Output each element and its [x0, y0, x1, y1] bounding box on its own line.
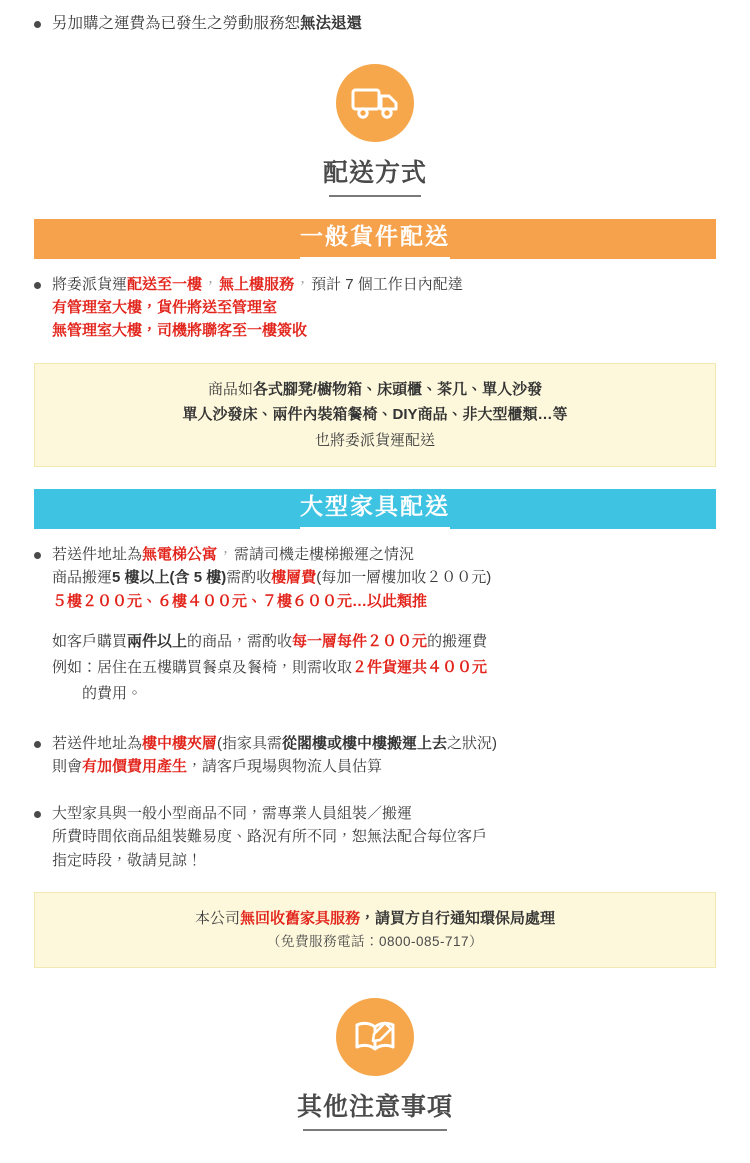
lf-b1-l2-d: 樓層費 — [271, 569, 317, 587]
lf-b1-l2-c: 需酌收 — [226, 569, 272, 587]
large-furniture-bullet-1 — [0, 543, 750, 613]
recycle-callout-c: ，請買方自行通知環保局處理 — [360, 909, 556, 927]
book-icon — [336, 998, 414, 1076]
lf-b3-line-1: 大型家具與一般小型商品不同，需專業人員組裝／搬運 — [52, 805, 413, 823]
lf-b1-l2-e: (每加一層樓加收２００元) — [316, 569, 492, 587]
gs-l1-d: 預計 7 個工作日內配達 — [311, 275, 463, 293]
gs-callout-line-3: 也將委派貨運配送 — [314, 431, 435, 449]
lf-b2-line-2 — [52, 755, 716, 778]
lf-b2-l2-b: 有加價費用產生 — [82, 757, 188, 775]
bullet-dot-icon — [34, 282, 41, 289]
bullet-dot-icon — [34, 811, 41, 818]
lf-b2-l1-b: 樓中樓夾層 — [142, 734, 218, 752]
lf-b1-l2-b: 5 樓以上(含 5 樓) — [112, 569, 227, 587]
bullet-dot-icon — [34, 21, 41, 28]
gs-callout-line-1 — [51, 377, 699, 403]
general-shipping-line-3: 無管理室大樓，司機將聯客至一樓簽收 — [52, 322, 308, 340]
recycle-callout-phone: （免費服務電話：0800-085-717） — [266, 934, 484, 950]
large-furniture-banner — [34, 489, 716, 529]
lf-b3-line-3: 指定時段，敬請見諒！ — [52, 851, 203, 869]
gs-callout-line-2: 單人沙發床、兩件內裝箱餐椅、DIY商品、非大型櫃類…等 — [182, 406, 568, 424]
delivery-info-page — [0, 12, 750, 1137]
large-furniture-example-note — [0, 629, 750, 708]
lf-b1-l2-a: 商品搬運 — [52, 569, 113, 587]
general-shipping-line-2: 有管理室大樓，貨件將送至管理室 — [52, 299, 278, 317]
lf-b1-l1-b: 無電梯公寓 — [142, 546, 218, 564]
lf-note-l1-b: 兩件以上 — [127, 632, 188, 650]
lf-b2-text — [52, 732, 716, 779]
gs-l1-b: 配送至一樓 — [127, 275, 203, 293]
other-notice-title: 其他注意事項 — [297, 1088, 453, 1131]
gs-l1-a: 將委派貨運 — [52, 275, 128, 293]
large-furniture-bullet-3 — [0, 802, 750, 872]
lf-b2-l2-a: 則會 — [52, 757, 83, 775]
lf-b3-text — [52, 802, 716, 872]
no-recycle-callout — [34, 892, 716, 968]
bullet-dot-icon — [34, 741, 41, 748]
top-note-bold: 無法退還 — [300, 15, 363, 32]
general-shipping-bullet — [0, 273, 750, 343]
gs-callout-l1-b: 各式腳凳/櫥物箱、床頭櫃、茶几、單人沙發 — [252, 380, 543, 398]
general-shipping-banner-label: 一般貨件配送 — [300, 219, 450, 259]
recycle-callout-b: 無回收舊家具服務 — [239, 909, 360, 927]
large-furniture-bullet-2 — [0, 732, 750, 779]
lf-b2-l1-c: (指家具需 — [217, 734, 283, 752]
top-note-text — [52, 12, 716, 36]
lf-note-line-3: 的費用。 — [82, 685, 143, 703]
lf-note-l2-a: 例如：居住在五樓購買餐桌及餐椅，則需收取 — [52, 659, 353, 677]
lf-b1-line-1 — [52, 543, 716, 566]
general-shipping-text — [52, 273, 716, 343]
lf-b2-l1-d: 從閣樓或樓中樓搬運上去 — [282, 734, 448, 752]
other-notice-header — [0, 998, 750, 1131]
lf-b1-line-3: ５樓２００元、６樓４００元、７樓６００元…以此類推 — [52, 592, 428, 610]
lf-b2-l1-a: 若送件地址為 — [52, 734, 143, 752]
lf-b3-line-2: 所費時間依商品組裝難易度、路況有所不同，恕無法配合每位客戶 — [52, 828, 488, 846]
lf-b1-l1-a: 若送件地址為 — [52, 546, 143, 564]
truck-icon — [336, 64, 414, 142]
lf-b2-l1-e: 之狀況) — [447, 734, 498, 752]
top-note-plain: 另加購之運費為已發生之勞動服務恕 — [52, 15, 301, 32]
lf-b1-text — [52, 543, 716, 613]
lf-note-l1-c: 的商品，需酌收 — [187, 632, 293, 650]
gs-l1-c: 無上樓服務 — [219, 275, 295, 293]
lf-b2-l2-c: ，請客戶現場與物流人員估算 — [187, 757, 383, 775]
lf-b2-line-1 — [52, 732, 716, 755]
gs-callout-l1-a: 商品如 — [207, 380, 253, 398]
general-shipping-callout — [34, 363, 716, 468]
lf-note-line-1 — [52, 629, 716, 655]
large-furniture-banner-label: 大型家具配送 — [300, 489, 450, 529]
bullet-dot-icon — [34, 552, 41, 559]
lf-b1-l1-c: 需請司機走樓梯搬運之情況 — [234, 546, 415, 564]
lf-b1-line-2 — [52, 566, 716, 589]
lf-b1-l1-sep: ， — [218, 546, 234, 564]
lf-note-l1-d: 每一層每件２００元 — [292, 632, 428, 650]
lf-note-l2-b: ２件貨運共４００元 — [352, 659, 488, 677]
recycle-callout-main — [51, 906, 699, 932]
lf-note-l1-a: 如客戶購買 — [52, 632, 128, 650]
general-shipping-line-1 — [52, 273, 716, 296]
lf-note-l1-e: 的搬運費 — [427, 632, 488, 650]
gs-l1-sep2: ， — [295, 275, 311, 293]
general-shipping-banner — [34, 219, 716, 259]
recycle-callout-a: 本公司 — [194, 909, 240, 927]
top-note-row — [0, 12, 750, 36]
gs-l1-sep1: ， — [203, 275, 219, 293]
lf-note-line-2 — [52, 655, 716, 681]
delivery-section-title: 配送方式 — [323, 154, 427, 197]
delivery-section-header — [0, 64, 750, 197]
